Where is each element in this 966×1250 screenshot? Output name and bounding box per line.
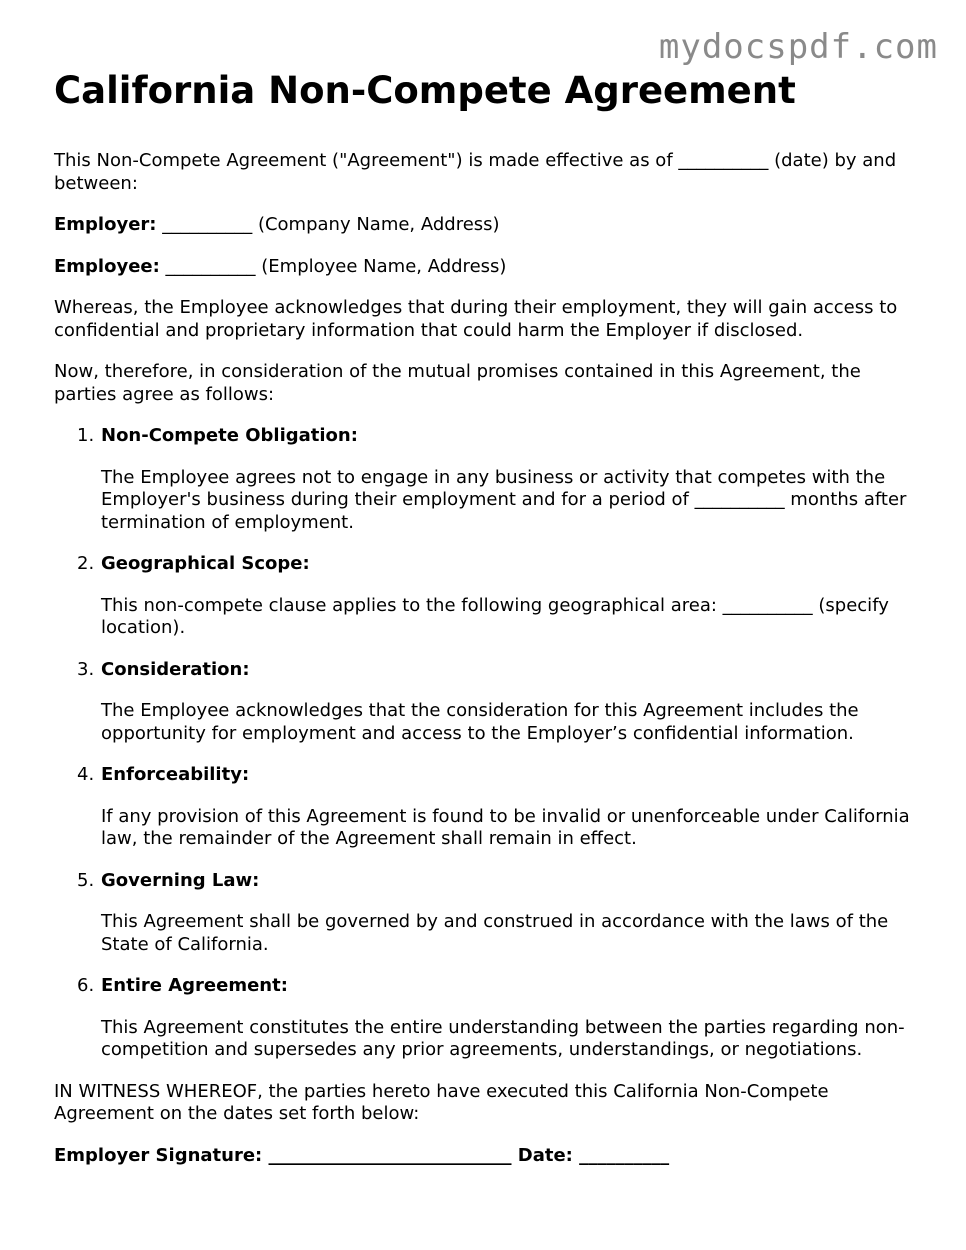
- employee-label: Employee:: [54, 255, 160, 277]
- section-item: [54, 659, 924, 746]
- employee-blank: __________ (Employee Name, Address): [159, 255, 507, 277]
- section-body: This Agreement shall be governed by and construed in accordance with the laws of the State of California.: [101, 911, 889, 955]
- section-number: 4.: [77, 764, 95, 785]
- intro-paragraph: This Non-Compete Agreement ("Agreement") is made effective as of __________ (date) by and between:: [54, 150, 897, 194]
- section-body: The Employee agrees not to engage in any business or activity that competes with the Employer's business during their employment and for a period of __________ months after termination of employment.: [101, 466, 907, 533]
- sections-list: [54, 425, 924, 1062]
- employer-label: Employer:: [54, 214, 157, 235]
- section-heading-text: Consideration:: [101, 658, 250, 680]
- section-item: [54, 425, 924, 534]
- employer-blank: __________ (Company Name, Address): [156, 214, 500, 235]
- employee-line: [54, 256, 924, 279]
- whereas-paragraph: Whereas, the Employee acknowledges that during their employment, they will gain access to confidential and proprietary information that could harm the Employer if disclosed.: [54, 297, 898, 341]
- section-heading-text: Entire Agreement:: [101, 975, 288, 996]
- watermark: mydocspdf.com: [658, 27, 938, 67]
- section-number: 1.: [77, 425, 95, 446]
- section-heading: [77, 658, 924, 682]
- employer-line: [54, 214, 924, 237]
- section-heading: [77, 553, 924, 576]
- section-body: The Employee acknowledges that the consideration for this Agreement includes the opportunity for employment and access to the Employer’s confidential information.: [101, 700, 859, 744]
- section-item: [54, 553, 924, 640]
- section-number: 5.: [77, 869, 95, 891]
- section-heading-text: Non-Compete Obligation:: [101, 425, 358, 446]
- section-heading-text: Geographical Scope:: [101, 553, 310, 574]
- section-heading: [77, 975, 924, 998]
- section-item: [54, 764, 924, 851]
- section-body: If any provision of this Agreement is found to be invalid or unenforceable under California law, the remainder of the Agreement shall remain in effect.: [101, 805, 910, 849]
- section-heading-text: Enforceability:: [101, 764, 250, 785]
- section-body: This Agreement constitutes the entire understanding between the parties regarding non-competition and supersedes any prior agreements, understandings, or negotiations.: [101, 1016, 905, 1060]
- section-heading-text: Governing Law:: [101, 869, 260, 891]
- section-number: 3.: [77, 658, 95, 680]
- document-page: [54, 68, 924, 1186]
- section-number: 6.: [77, 975, 95, 996]
- now-therefore-paragraph: Now, therefore, in consideration of the mutual promises contained in this Agreement, the parties agree as follows:: [54, 361, 861, 405]
- section-number: 2.: [77, 553, 95, 574]
- employer-signature-line: Employer Signature: ___________________________ Date: __________: [54, 1144, 670, 1166]
- section-heading: [77, 764, 924, 787]
- witness-paragraph: IN WITNESS WHEREOF, the parties hereto have executed this California Non-Compete Agreement on the dates set forth below:: [54, 1080, 829, 1124]
- section-heading: [77, 425, 924, 448]
- section-item: [54, 870, 924, 957]
- document-title: California Non-Compete Agreement: [54, 69, 796, 112]
- section-heading: [77, 869, 924, 893]
- section-body: This non-compete clause applies to the following geographical area: __________ (specify location).: [101, 594, 889, 638]
- section-item: [54, 975, 924, 1062]
